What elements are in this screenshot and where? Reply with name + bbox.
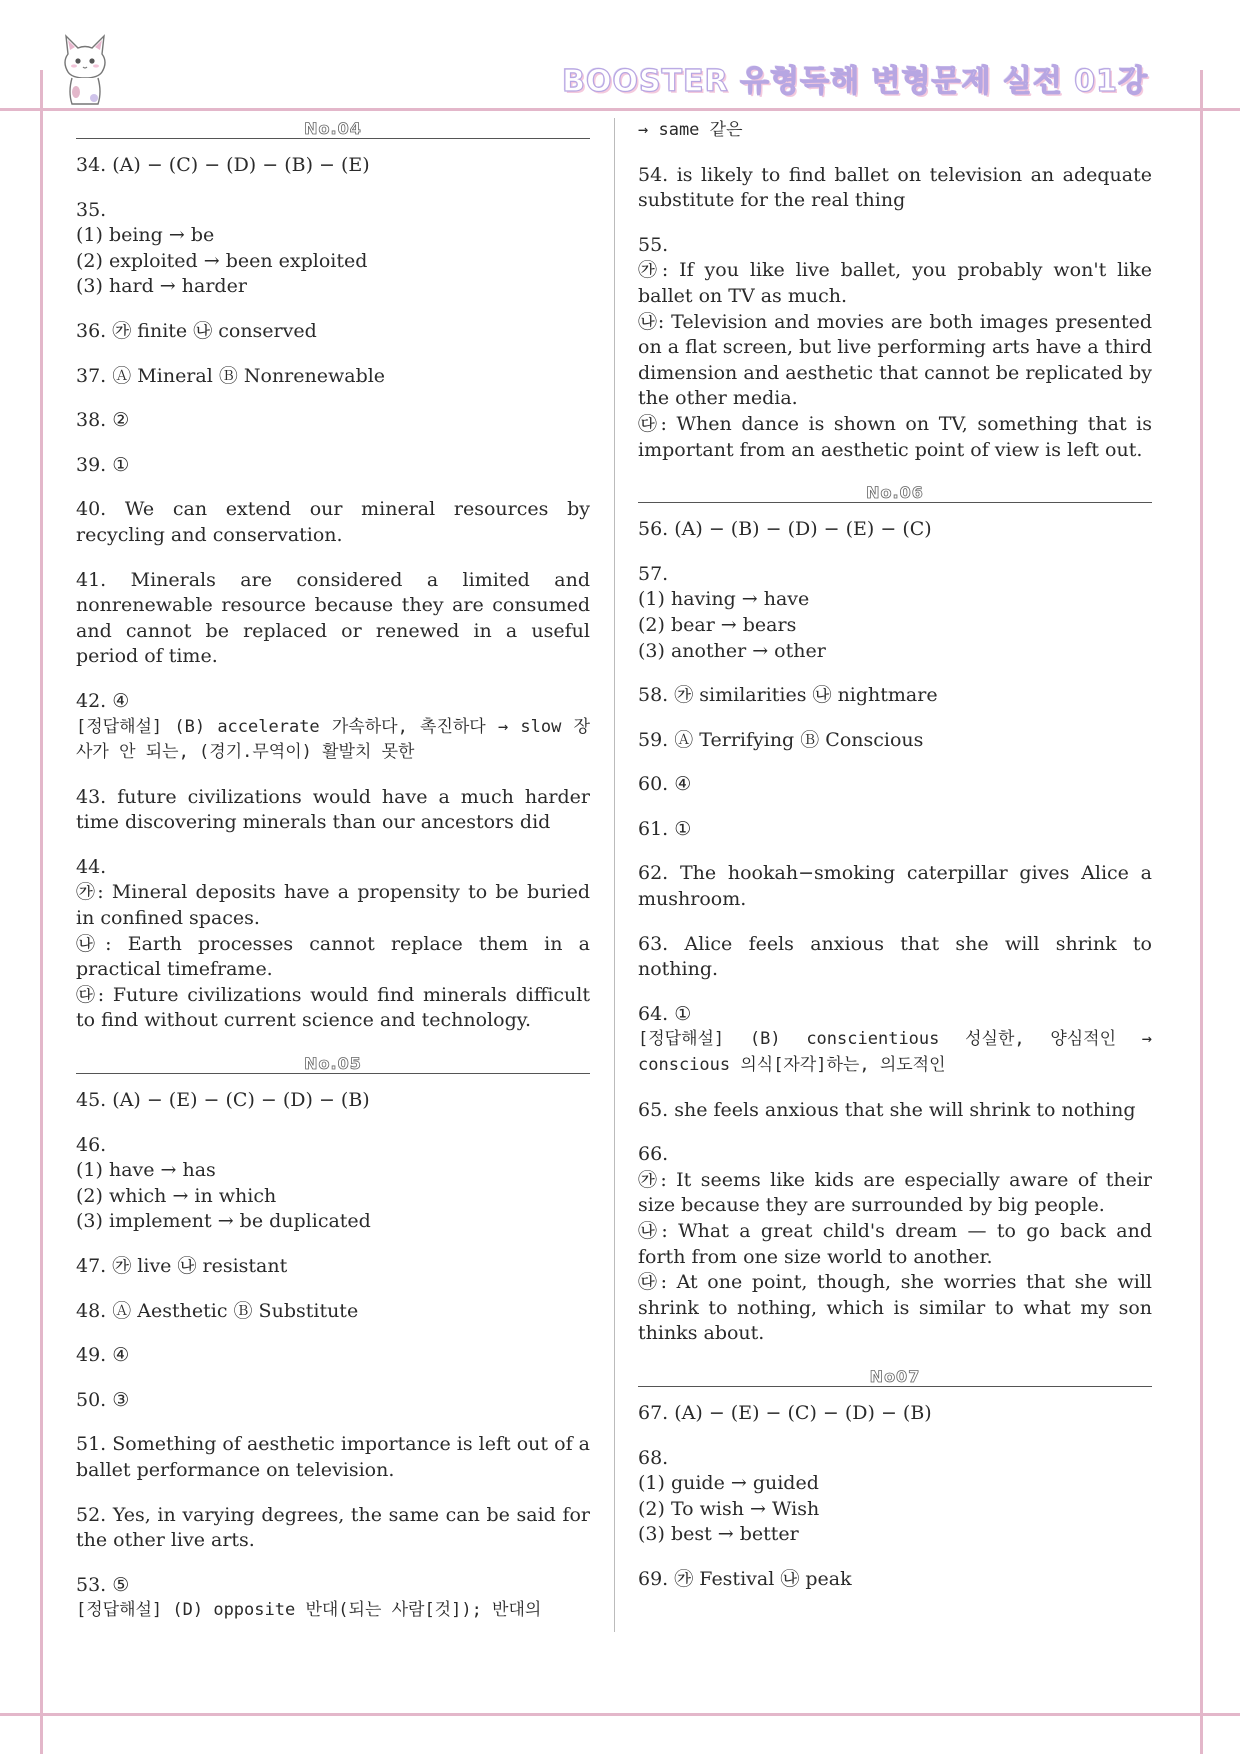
answer-line: 48. Ⓐ Aesthetic Ⓑ Substitute (76, 1299, 359, 1322)
answer-line: 62. The hookah−smoking caterpillar gives Alice a mushroom. (638, 862, 1152, 911)
answer-line: [정답해설] (B) accelerate 가속하다, 촉진하다 → slow 장사가 안 되는, (경기.무역이) 활발치 못한 (76, 716, 590, 763)
answer-item (638, 1567, 1152, 1593)
answer-item (638, 817, 1152, 843)
answer-item (76, 1133, 590, 1235)
answer-line: (2) exploited → been exploited (76, 249, 368, 272)
answer-item (76, 1088, 590, 1114)
frame-top-line (0, 108, 1240, 111)
answer-item (638, 932, 1152, 983)
section-heading (76, 118, 590, 139)
answer-line: 57. (638, 562, 669, 585)
answer-line: 55. (638, 233, 669, 256)
left-column (76, 118, 590, 1643)
answer-item (76, 453, 590, 479)
answer-line: (3) implement → be duplicated (76, 1210, 371, 1233)
answer-line: [정답해설] (D) opposite 반대(되는 사람[것]); 반대의 (76, 1600, 542, 1621)
answer-item (638, 1142, 1152, 1347)
answer-item (638, 118, 1152, 144)
answer-line: 39. ① (76, 453, 130, 476)
frame-left-line (40, 70, 43, 1754)
answer-line: (1) have → has (76, 1159, 216, 1182)
answer-line: 43. future civilizations would have a much harder time discovering minerals than our ancestors did (76, 785, 590, 834)
answer-line: ㉮: If you like live ballet, you probably won't like ballet on TV as much. (638, 259, 1152, 307)
answer-line: 65. she feels anxious that she will shrink to nothing (638, 1098, 1136, 1121)
answer-line: 35. (76, 198, 107, 221)
answer-line: 36. ㉮ finite ㉯ conserved (76, 319, 317, 342)
answer-line: 41. Minerals are considered a limited and nonrenewable resource because they are consumed and cannot be replaced or renewed in a useful period of time. (76, 568, 590, 668)
answer-item (638, 1446, 1152, 1548)
answer-line: ㉮: Mineral deposits have a propensity to be buried in confined spaces. (76, 881, 590, 930)
answer-line: (1) having → have (638, 588, 810, 611)
answer-line: 34. (A) − (C) − (D) − (B) − (E) (76, 154, 370, 176)
answer-line: 63. Alice feels anxious that she will shrink to nothing. (638, 932, 1152, 981)
column-divider (614, 118, 615, 1632)
cat-icon (56, 32, 114, 108)
answer-item (638, 1002, 1152, 1079)
answer-item (76, 689, 590, 766)
answer-line: ㉰: Future civilizations would find minerals difficult to find without current science and technology. (76, 983, 590, 1032)
answer-line: 50. ③ (76, 1388, 130, 1411)
answer-line: 45. (A) − (E) − (C) − (D) − (B) (76, 1089, 370, 1112)
answer-line: 51. Something of aesthetic importance is left out of a ballet performance on television. (76, 1433, 590, 1481)
answer-line: ㉰: When dance is shown on TV, something that is important from an aesthetic point of view is left out. (638, 412, 1152, 461)
answer-line: 59. Ⓐ Terrifying Ⓑ Conscious (638, 728, 924, 751)
answer-item (638, 1098, 1152, 1124)
answer-line: (1) being → be (76, 224, 215, 247)
page-title: BOOSTER 유형독해 변형문제 실전 01강 (562, 64, 1148, 99)
answer-line: ㉯: Earth processes cannot replace them in a practical timeframe. (76, 932, 590, 981)
answer-line: (3) another → other (638, 639, 826, 662)
section-heading-label: No.06 (866, 483, 924, 503)
answer-line: 58. ㉮ similarities ㉯ nightmare (638, 684, 938, 707)
section-heading (76, 1053, 590, 1074)
answer-item (638, 517, 1152, 543)
answer-line: (2) To wish → Wish (638, 1497, 820, 1520)
answer-line: 60. ④ (638, 773, 692, 796)
answer-line: 37. Ⓐ Mineral Ⓑ Nonrenewable (76, 364, 386, 387)
answer-line: 49. ④ (76, 1344, 130, 1367)
answer-item (76, 1254, 590, 1280)
answer-line: 67. (A) − (E) − (C) − (D) − (B) (638, 1401, 932, 1424)
answer-line: 44. (76, 855, 107, 878)
answer-item (76, 364, 590, 390)
answer-line: → same 같은 (638, 120, 743, 140)
answer-line: ㉰: At one point, though, she worries that she will shrink to nothing, which is similar to what my son thinks about. (638, 1271, 1152, 1345)
answer-item (638, 562, 1152, 664)
answer-line: 66. (638, 1143, 669, 1166)
section-heading (638, 1366, 1152, 1387)
answer-line: (3) best → better (638, 1523, 799, 1546)
answer-line: (1) guide → guided (638, 1472, 819, 1495)
answer-item (76, 1343, 590, 1369)
answer-line: 47. ㉮ live ㉯ resistant (76, 1255, 288, 1277)
answer-line: (2) which → in which (76, 1184, 277, 1207)
answer-line: 42. ④ (76, 689, 130, 712)
answer-item (76, 855, 590, 1034)
answer-item (638, 728, 1152, 754)
answer-item (76, 1432, 590, 1483)
section-heading-label: No.04 (304, 119, 362, 138)
answer-item (76, 1503, 590, 1554)
answer-line: (3) hard → harder (76, 275, 247, 298)
answer-line: 69. ㉮ Festival ㉯ peak (638, 1567, 852, 1590)
answer-item (638, 772, 1152, 798)
answer-item (638, 1401, 1152, 1427)
answer-item (76, 1299, 590, 1325)
answer-item (638, 233, 1152, 463)
answer-line: ㉯: Television and movies are both images presented on a flat screen, but live performing arts have a third dimension and aesthetic that cannot be replicated by the other media. (638, 310, 1152, 410)
answer-line: 52. Yes, in varying degrees, the same can be said for the other live arts. (76, 1503, 590, 1552)
answer-line: 68. (638, 1446, 669, 1469)
answer-line: 64. ① (638, 1002, 692, 1025)
answer-line: 61. ① (638, 817, 692, 840)
answer-item (76, 785, 590, 836)
answer-line: 38. ② (76, 409, 130, 432)
answer-line: (2) bear → bears (638, 613, 797, 636)
answer-line: 53. ⑤ (76, 1573, 130, 1596)
answer-line: ㉯: What a great child's dream — to go back and forth from one size world to another. (638, 1220, 1152, 1268)
answer-item (76, 319, 590, 345)
answer-item (76, 153, 590, 179)
answer-item (638, 861, 1152, 912)
answer-line: 40. We can extend our mineral resources by recycling and conservation. (76, 498, 590, 546)
answer-line: 56. (A) − (B) − (D) − (E) − (C) (638, 518, 932, 541)
answer-line: ㉮: It seems like kids are especially aware of their size because they are surrounded by big people. (638, 1168, 1152, 1217)
section-heading (638, 482, 1152, 503)
section-heading-label: No.05 (304, 1054, 362, 1074)
answer-item (638, 163, 1152, 214)
answer-line: 46. (76, 1133, 107, 1156)
frame-right-line (1200, 70, 1203, 1754)
answer-item (76, 497, 590, 548)
answer-item (76, 1573, 590, 1624)
frame-bottom-line (0, 1713, 1240, 1716)
answer-item (76, 568, 590, 670)
section-heading-label: No07 (869, 1366, 921, 1386)
answer-line: [정답해설] (B) conscientious 성실한, 양심적인 → conscious 의식[자각]하는, 의도적인 (638, 1029, 1152, 1076)
answer-item (76, 198, 590, 300)
right-column (638, 118, 1152, 1612)
answer-item (638, 683, 1152, 709)
answer-item (76, 408, 590, 434)
answer-item (76, 1388, 590, 1414)
answer-line: 54. is likely to find ballet on television an adequate substitute for the real thing (638, 163, 1152, 212)
